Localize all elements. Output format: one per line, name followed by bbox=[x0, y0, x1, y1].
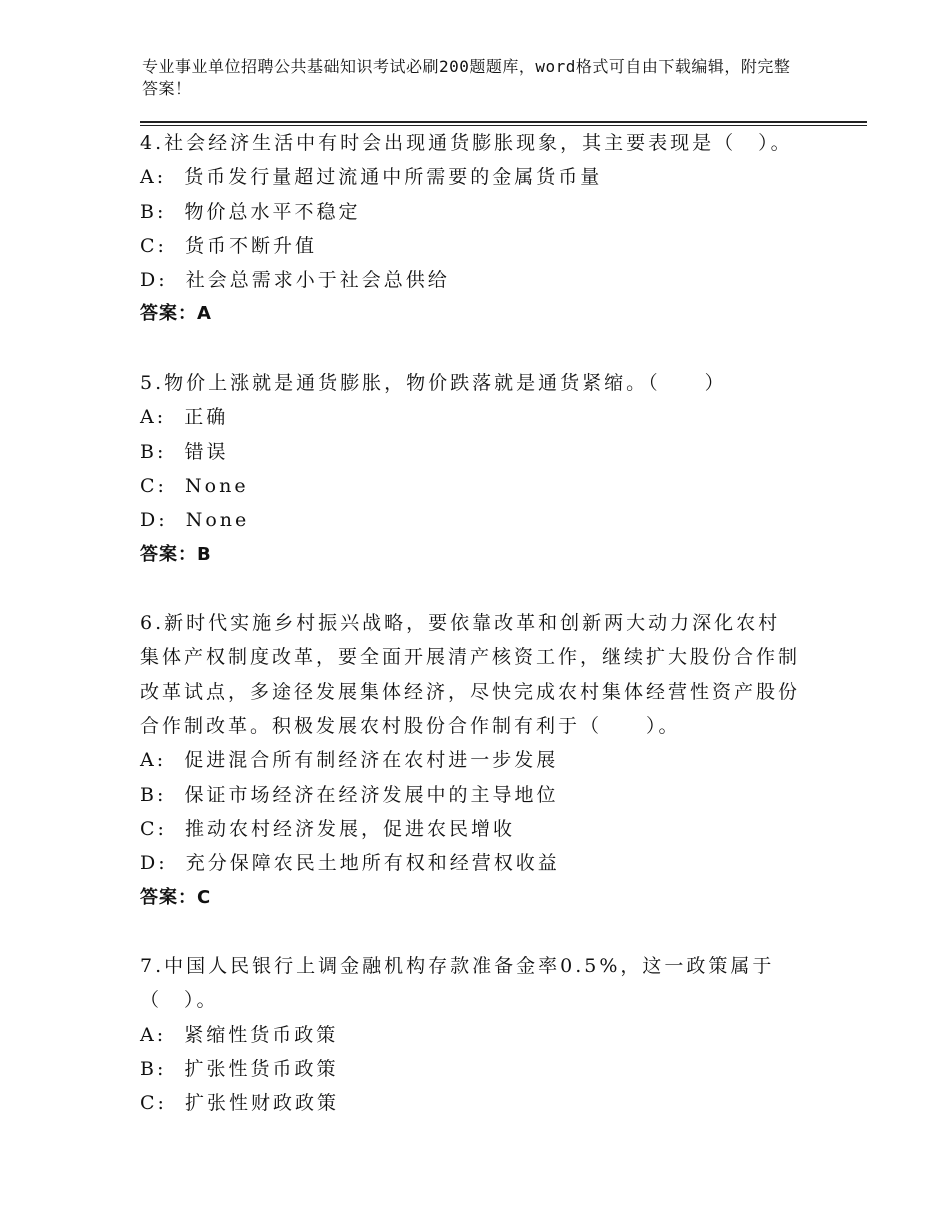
option-d: D: 充分保障农民土地所有权和经营权收益 bbox=[140, 852, 560, 875]
option-a: A: 货币发行量超过流通中所需要的金属货币量 bbox=[140, 166, 603, 189]
option-b: B: 保证市场经济在经济发展中的主导地位 bbox=[140, 783, 559, 806]
question-7 bbox=[140, 949, 820, 1120]
answer-label: 答案：B bbox=[140, 543, 212, 565]
question-5 bbox=[140, 366, 820, 572]
option-c: C: None bbox=[140, 474, 249, 497]
option-b: B: 扩张性货币政策 bbox=[140, 1058, 339, 1081]
option-d: D: 社会总需求小于社会总供给 bbox=[140, 269, 450, 292]
document-header: 专业事业单位招聘公共基础知识考试必刷200题题库，word格式可自由下载编辑，附完整答案！ bbox=[142, 57, 791, 98]
header-divider-thick bbox=[140, 121, 867, 123]
option-c: C: 扩张性财政政策 bbox=[140, 1092, 340, 1115]
answer-label: 答案：C bbox=[140, 886, 212, 908]
option-a: A: 正确 bbox=[140, 406, 229, 429]
option-d: D: None bbox=[140, 509, 250, 532]
option-c: C: 推动农村经济发展，促进农民增收 bbox=[140, 817, 516, 840]
question-stem: 4.社会经济生活中有时会出现通货膨胀现象，其主要表现是（ ）。 bbox=[140, 132, 793, 154]
option-a: A: 促进混合所有制经济在农村进一步发展 bbox=[140, 749, 559, 772]
question-4 bbox=[140, 126, 820, 332]
spacer bbox=[140, 332, 820, 366]
option-b: B: 物价总水平不稳定 bbox=[140, 200, 361, 223]
option-c: C: 货币不断升值 bbox=[140, 234, 318, 257]
question-list bbox=[140, 126, 820, 1121]
question-stem: 7.中国人民银行上调金融机构存款准备金率0.5%，这一政策属于（ ）。 bbox=[140, 955, 775, 1012]
spacer bbox=[140, 572, 820, 606]
question-stem: 6.新时代实施乡村振兴战略，要依靠改革和创新两大动力深化农村集体产权制度改革，要全面开展清产核资工作，继续扩大股份合作制改革试点，多途径发展集体经济，尽快完成农村集体经营性资产股份合作制改革。积极发展农村股份合作制有利于（ ）。 bbox=[140, 612, 801, 738]
spacer bbox=[140, 915, 820, 949]
option-b: B: 错误 bbox=[140, 440, 229, 463]
question-6 bbox=[140, 606, 820, 915]
option-a: A: 紧缩性货币政策 bbox=[140, 1023, 339, 1046]
question-stem: 5.物价上涨就是通货膨胀，物价跌落就是通货紧缩。（ ） bbox=[140, 372, 727, 395]
answer-label: 答案：A bbox=[140, 303, 212, 325]
